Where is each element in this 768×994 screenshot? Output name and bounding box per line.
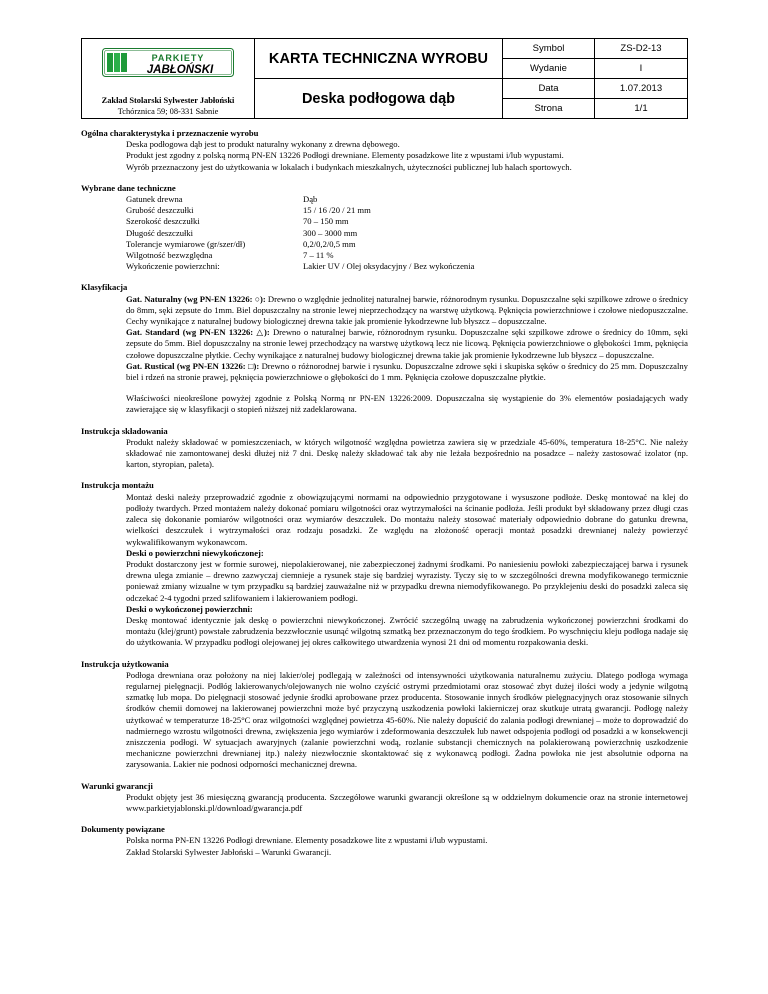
subheading: Deski o wykończonej powierzchni: — [126, 603, 253, 614]
paragraph: Zakład Stolarski Sylwester Jabłoński – Warunki Gwarancji. — [126, 846, 332, 857]
company-info — [82, 95, 254, 117]
tech-value: 0,2/0,2/0,5 mm — [303, 238, 356, 249]
meta-label: Wydanie — [503, 59, 595, 79]
subheading: Deski o powierzchni niewykończonej: — [126, 547, 264, 558]
meta-label: Data — [503, 79, 595, 99]
paragraph: Podłoga drewniana oraz położony na niej lakier/olej podlegają w zależności od intensywności użytkowania naturalnemu zużyciu. Dlatego podłoga wymaga regularnej pielęgnacji. Podłóg lakierowanych/olejowanych nie wolno czyścić ostrymi przedmiotami oraz stosować zbyt dużej ilości wody a jedynie wilgotną szmatkę lub mopa. Do pielęgnacji stosować jedynie środki aprobowane przez producenta. Stosowanie innych środków pielęgnacyjnych oraz stosowanie silnych środków chemii domowej na lakierowanej powierzchni może być przyczyną uszkodzenia powłoki lakierniczej oraz skutkuje utratą gwarancji. Podłogę należy użytkować w temperaturze 18-25°C oraz wilgotności względnej powietrza 45-60%. Nie należy dopuścić do zalania podłogi drewnianej – może to doprowadzić do nadmiernego wzrostu wilgotności drewna, zwiększenia jego wymiarów i zdeformowania deszczułek lub nawet odspojenia podłogi od posadzki a w konsekwencji zniszczenia podłogi. W sytuacjach awaryjnych (zalanie powierzchni wodą, rozlanie substancji chemicznych na polakierowaną powierzchnię uszkodzenie mechaniczne powierzchni drewnianej itp.) należy niezwłocznie skontaktować się z wykonawcą podłogi. Żadna powłoka nie jest absolutnie odporna na zarysowania. Lakier nie podnosi odporności mechanicznej drewna. — [126, 669, 688, 770]
section-heading: Instrukcja składowania — [81, 425, 168, 436]
tech-label: Wykończenie powierzchni: — [126, 261, 220, 272]
tech-label: Gatunek drewna — [126, 194, 183, 205]
section-heading: Klasyfikacja — [81, 282, 128, 293]
paragraph: Produkt należy składować w pomieszczeniach, w których wilgotność względna powietrza zawiera się w przedziale 45-60%, temperatura 18-25°C. Nie należy składować nie zamontowanej deski dłużej niż 7 dni. Deskę należy składować tak aby nie leżała bezpośrednio na posadzce – należy zastosować izolator (np. karton, styropian, paleta). — [126, 436, 688, 470]
section-heading: Warunki gwarancji — [81, 780, 153, 791]
product-title: Deska podłogowa dąb — [255, 79, 503, 119]
company-name: Zakład Stolarski Sylwester Jabłoński — [101, 96, 235, 105]
grade-text: Drewno o naturalnej barwie, różnorodnym rysunku. Dopuszczalne sęki szpilkowe zdrowe o średnicy do 10mm, sęki zepsute do 5mm. Biel dopuszczalny na stronie lewej przechodzący na warstwę użytkową lecz nie licową. Pęknięcia powierzchniowe o głębokości 1mm, pęknięcia czołowe dopuszczalne płytkie. Cechy wynikające z naturalnej budowy biologicznej drewna takie jak promienie łykodrzewne lub błyszcz – dopuszczalne. — [126, 327, 688, 360]
paragraph: Wyrób przeznaczony jest do użytkowania w lokalach i budynkach mieszkalnych, użyteczności publicznej lub halach sportowych. — [126, 161, 572, 172]
technical-table — [81, 194, 688, 272]
tech-label: Wilgotność bezwzględna — [126, 250, 213, 261]
meta-value: 1.07.2013 — [595, 79, 688, 99]
section-technical — [81, 183, 688, 273]
svg-text:JABŁOŃSKI: JABŁOŃSKI — [146, 64, 214, 76]
paragraph: Polska norma PN-EN 13226 Podłogi drewniane. Elementy posadzkowe lite z wpustami i/lub wypustami. — [126, 835, 488, 846]
meta-label: Strona — [503, 99, 595, 119]
paragraph: Deska podłogowa dąb jest to produkt naturalny wykonany z drewna dębowego. — [126, 139, 400, 150]
tech-label: Tolerancje wymiarowe (gr/szer/dł) — [126, 238, 246, 249]
section-general — [81, 128, 688, 173]
tech-value: 7 – 11 % — [303, 250, 334, 261]
section-installation — [81, 480, 688, 648]
tech-value: Lakier UV / Olej oksydacyjny / Bez wykończenia — [303, 261, 475, 272]
tech-value: 70 – 150 mm — [303, 216, 349, 227]
grade-natural — [126, 294, 688, 328]
grade-text: Drewno o różnorodnej barwie i rysunku. Dopuszczalne zdrowe sęki i skupiska sęków o średnicy do 25 mm. Dopuszczalny biel i rdzeń na stronie prawej, pęknięcia powierzchniowe o głębokości do 1 mm. Pęknięcia czołowe dopuszczalne płytkie. — [126, 360, 688, 383]
logo-cell — [82, 39, 255, 119]
classification-note: Właściwości nieokreślone powyżej zgodnie z Polską Normą nr PN-EN 13226:2009. Dopuszczalna się wystąpienie do 3% elementów posiadających wady zawierające się w klasyfikacji o stopień niższej niż zadeklarowana. — [126, 393, 688, 415]
grade-rustical — [126, 361, 688, 383]
grade-title: Gat. Rustical (wg PN-EN 13226: □): — [126, 360, 260, 371]
grade-text: Drewno o względnie jednolitej naturalnej barwie, różnorodnym rysunku. Dopuszczalne sęki szpilkowe zdrowe o średnicy do 8mm, sęki zepsute do 1mm. Biel dopuszczalny na stronie lewej nieprzechodzący na warstwę użytkową. Pęknięcia powierzchniowe i czołowe niedopuszczalne. Cechy wynikające z naturalnej budowy biologicznej drewna takie jak promienie łykodrzewne lub błyszcz – dopuszczalne. — [126, 293, 688, 327]
document-body — [81, 128, 688, 868]
paragraph: Produkt jest zgodny z polską normą PN-EN 13226 Podłogi drewniane. Elementy posadzkowe lite z wpustami i/lub wypustami. — [126, 150, 564, 161]
paragraph: Deskę montować identycznie jak deskę o powierzchni niewykończonej. Zwrócić szczególną uwagę na zabrudzenia wykończonej powierzchni środkami do montażu (klej/grunt) powstałe zabrudzenia bezzwłocznie usunąć wilgotną szmatką bez przeznaczonym do tego środkiem. Po wyschnięciu kleju podłoga nadaje się do użytkowania. W przypadku podłogi olejowanej jej okres całkowitego utwardzenia wynosi 21 dni od momentu rozpakowania deski. — [126, 614, 688, 648]
company-address: Tchórznica 59; 08-331 Sabnie — [117, 107, 219, 116]
document-header — [81, 38, 688, 119]
section-classification — [81, 282, 688, 415]
company-logo — [102, 48, 234, 77]
parquet-icon — [107, 53, 127, 72]
paragraph: Montaż deski należy przeprowadzić zgodnie z obowiązującymi normami na odpowiednio przygotowane i wysuszone podłoże. Deskę montować na klej do podłoży twardych. Przed montażem należy dokonać pomiaru wilgotności oraz wytrzymałości na ścinanie podłoża. Jeśli produkt był składowany przez długi czas zaleca się dokonanie pomiarów wilgotności oraz wymiarów deszczułek. Do montażu należy stosować materiały odpowiednio dobrane do gatunku drewna, wielkości deszczułek i wytrzymałości oraz rodzaju posadzki. Ze względu na złożoność operacji montaż posadzki drewnianej należy powierzyć wykwalifikowanym wykonawcom. — [126, 491, 688, 547]
tech-value: 15 / 16 /20 / 21 mm — [303, 205, 371, 216]
paragraph: Produkt objęty jest 36 miesięczną gwarancją producenta. Szczegółowe warunki gwarancji określone są w oddzielnym dokumencie oraz na stronie internetowej www.parkietyjablonski.pl/download/gwarancja.pdf — [126, 791, 688, 813]
section-storage — [81, 426, 688, 471]
section-heading: Instrukcja montażu — [81, 480, 154, 491]
tech-value: Dąb — [303, 194, 318, 205]
section-heading: Instrukcja użytkowania — [81, 658, 169, 669]
grade-title: Gat. Naturalny (wg PN-EN 13226: ○): — [126, 293, 266, 304]
section-warranty — [81, 781, 688, 815]
tech-label: Grubość deszczułki — [126, 205, 194, 216]
tech-value: 300 – 3000 mm — [303, 227, 358, 238]
meta-label: Symbol — [503, 39, 595, 59]
tech-label: Długość deszczułki — [126, 227, 194, 238]
section-heading: Dokumenty powiązane — [81, 824, 165, 835]
section-usage — [81, 659, 688, 771]
section-heading: Wybrane dane techniczne — [81, 182, 176, 193]
grade-title: Gat. Standard (wg PN-EN 13226: △): — [126, 327, 270, 338]
section-related — [81, 824, 688, 858]
meta-value: ZS-D2-13 — [595, 39, 688, 59]
tech-label: Szerokość deszczułki — [126, 216, 200, 227]
meta-value: I — [595, 59, 688, 79]
paragraph: Produkt dostarczony jest w formie surowej, niepolakierowanej, nie zabezpieczonej żadnymi środkami. Po naniesieniu powłoki zabezpieczającej barwa i rysunek drewna ulega zmianie – drewno zazwyczaj ciemnieje a rysunek staje się bardziej wyrazisty. Tyczy się to w szczególności drewna modyfikowanego termicznie ponieważ zmiany wizualne w tym przypadku są bardziej zauważalne niż w przypadku drewna niemodyfikowanego. Po przyklejeniu deski do posadzki zaleca się odczekać 2-4 tygodni przed szlifowaniem i lakierowaniem podłogi. — [126, 558, 688, 603]
section-heading: Ogólna charakterystyka i przeznaczenie wyrobu — [81, 128, 259, 138]
document-title: KARTA TECHNICZNA WYROBU — [255, 39, 503, 79]
svg-text:PARKIETY: PARKIETY — [151, 53, 205, 63]
meta-value: 1/1 — [595, 99, 688, 119]
grade-standard — [126, 327, 688, 361]
